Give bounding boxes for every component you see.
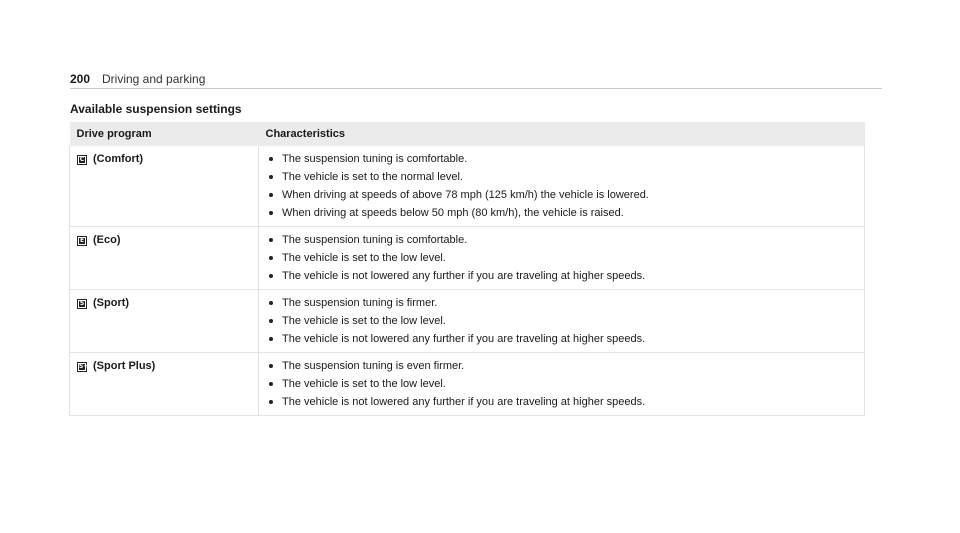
bullet-icon [269, 157, 273, 161]
bullet-icon [269, 382, 273, 386]
table-row [70, 353, 865, 416]
list-item: The vehicle is set to the low level. [266, 315, 864, 328]
drive-program-cell [70, 290, 259, 353]
drive-program-name: (Sport Plus) [93, 360, 156, 372]
table-header-row [70, 122, 865, 146]
bullet-icon [269, 337, 273, 341]
bullet-icon [269, 211, 273, 215]
bullet-icon [269, 193, 273, 197]
bullet-icon [269, 256, 273, 260]
list-item: The suspension tuning is even firmer. [266, 360, 864, 373]
table-row [70, 227, 865, 290]
characteristics-cell [259, 227, 865, 290]
page-header [70, 71, 882, 89]
column-header-characteristics: Characteristics [259, 122, 865, 146]
comfort-mode-icon: C [77, 155, 87, 165]
bullet-icon [269, 301, 273, 305]
list-item: The vehicle is not lowered any further if you are traveling at higher speeds. [266, 333, 864, 346]
characteristics-cell [259, 353, 865, 416]
list-item: When driving at speeds below 50 mph (80 km/h), the vehicle is raised. [266, 207, 864, 220]
list-item: The vehicle is not lowered any further if you are traveling at higher speeds. [266, 396, 864, 409]
bullet-icon [269, 238, 273, 242]
bullet-icon [269, 319, 273, 323]
drive-program-cell [70, 227, 259, 290]
drive-program-cell [70, 146, 259, 227]
column-header-drive-program: Drive program [70, 122, 259, 146]
section-title: Driving and parking [102, 72, 206, 86]
list-item: The suspension tuning is comfortable. [266, 153, 864, 166]
table-heading: Available suspension settings [70, 102, 242, 116]
table-row [70, 290, 865, 353]
list-item: The vehicle is not lowered any further if you are traveling at higher speeds. [266, 270, 864, 283]
bullet-icon [269, 400, 273, 404]
list-item: The vehicle is set to the low level. [266, 252, 864, 265]
eco-mode-icon: E [77, 236, 87, 246]
drive-program-cell [70, 353, 259, 416]
bullet-icon [269, 364, 273, 368]
characteristics-cell [259, 146, 865, 227]
characteristics-cell [259, 290, 865, 353]
list-item: The vehicle is set to the normal level. [266, 171, 864, 184]
bullet-icon [269, 274, 273, 278]
page-number: 200 [70, 72, 91, 86]
drive-program-name: (Eco) [93, 234, 121, 246]
sport-plus-mode-icon: S+ [79, 362, 89, 370]
list-item: The suspension tuning is comfortable. [266, 234, 864, 247]
table-row [70, 146, 865, 227]
drive-program-name: (Comfort) [93, 153, 144, 165]
sport-mode-icon: S [77, 299, 87, 309]
suspension-settings-table [69, 122, 865, 416]
list-item: The vehicle is set to the low level. [266, 378, 864, 391]
bullet-icon [269, 175, 273, 179]
list-item: The suspension tuning is firmer. [266, 297, 864, 310]
drive-program-name: (Sport) [93, 297, 130, 309]
list-item: When driving at speeds of above 78 mph (125 km/h) the vehicle is lowered. [266, 189, 864, 202]
